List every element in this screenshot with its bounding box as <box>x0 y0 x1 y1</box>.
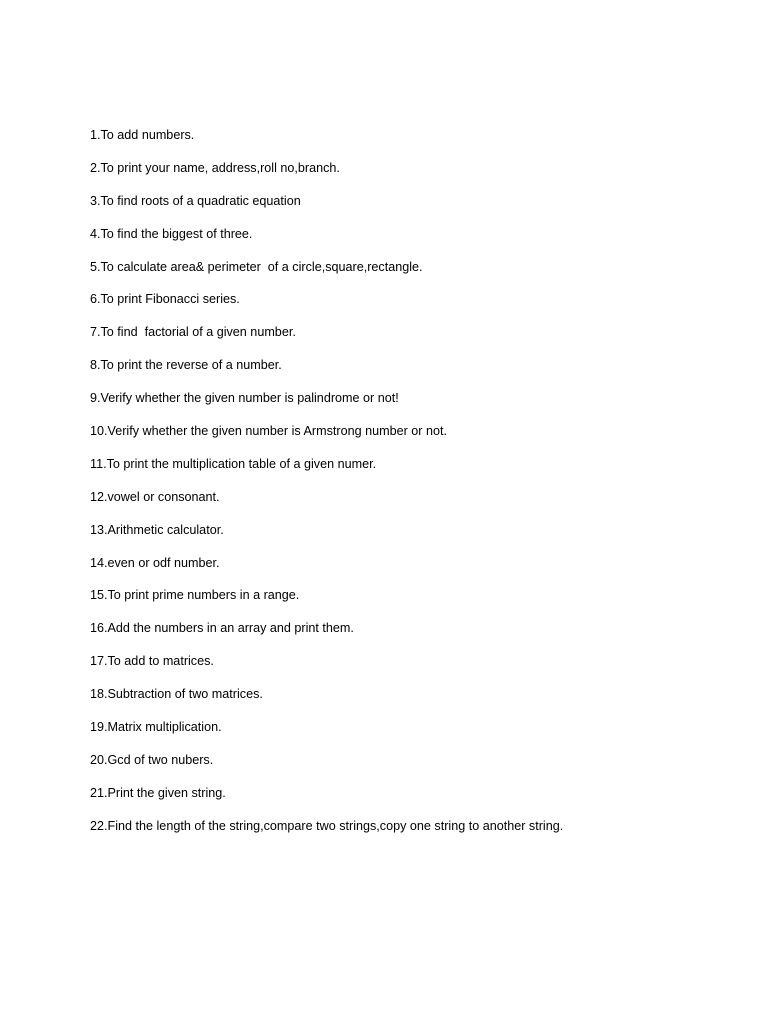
list-item: 21.Print the given string. <box>90 785 226 800</box>
list-item: 3.To find roots of a quadratic equation <box>90 193 301 208</box>
list-item: 6.To print Fibonacci series. <box>90 292 240 307</box>
list-item: 8.To print the reverse of a number. <box>90 358 282 373</box>
program-list <box>90 125 750 849</box>
list-item: 10.Verify whether the given number is Armstrong number or not. <box>90 424 448 439</box>
list-item: 16.Add the numbers in an array and print them. <box>90 621 354 636</box>
list-item: 2.To print your name, address,roll no,branch. <box>90 160 340 175</box>
list-item: 18.Subtraction of two matrices. <box>90 687 263 702</box>
list-item: 13.Arithmetic calculator. <box>90 522 224 537</box>
list-item: 22.Find the length of the string,compare two strings,copy one string to another string. <box>90 818 564 833</box>
list-item: 1.To add numbers. <box>90 128 195 142</box>
list-item: 14.even or odf number. <box>90 555 220 570</box>
list-item: 19.Matrix multiplication. <box>90 720 222 735</box>
list-item: 4.To find the biggest of three. <box>90 226 253 241</box>
list-item: 9.Verify whether the given number is palindrome or not! <box>90 391 399 406</box>
list-item: 12.vowel or consonant. <box>90 489 220 504</box>
list-item: 11.To print the multiplication table of a given numer. <box>90 456 377 471</box>
list-item: 17.To add to matrices. <box>90 654 214 669</box>
list-item: 20.Gcd of two nubers. <box>90 752 214 767</box>
list-item: 5.To calculate area& perimeter of a circle,square,rectangle. <box>90 259 423 274</box>
list-item: 7.To find factorial of a given number. <box>90 325 296 340</box>
list-item: 15.To print prime numbers in a range. <box>90 588 300 603</box>
